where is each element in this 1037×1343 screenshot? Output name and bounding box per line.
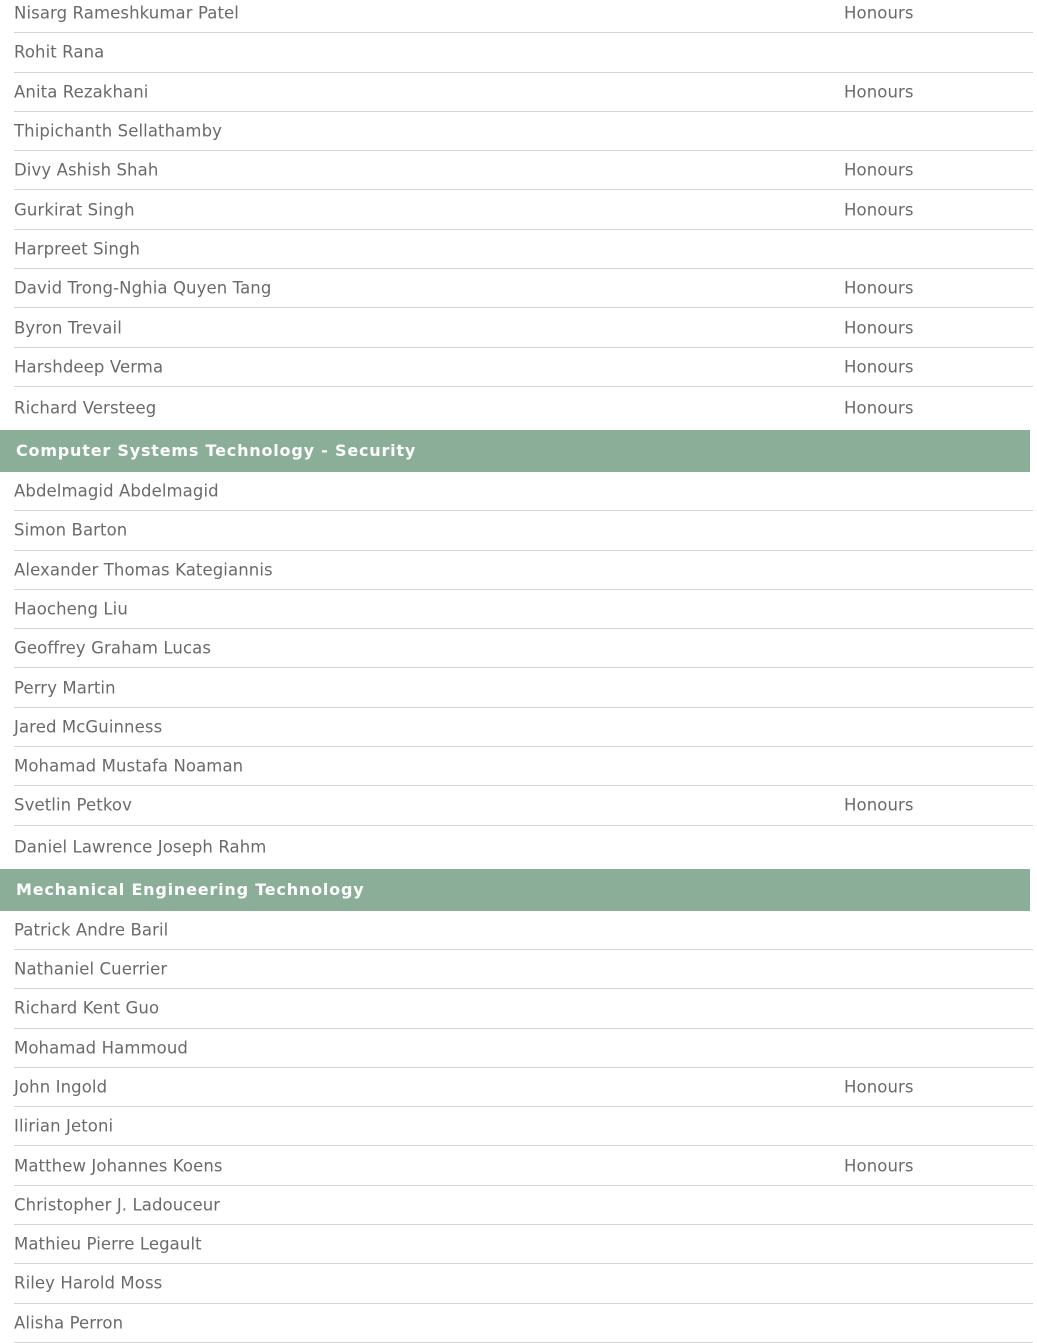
graduate-name: Jared McGuinness bbox=[14, 717, 163, 737]
graduate-name: Harshdeep Verma bbox=[14, 357, 164, 377]
program-group bbox=[0, 0, 1037, 430]
honours-label: Honours bbox=[844, 82, 914, 102]
graduate-name: Alexander Thomas Kategiannis bbox=[14, 560, 273, 580]
graduate-name: Riley Harold Moss bbox=[14, 1273, 163, 1293]
graduate-row bbox=[14, 590, 1033, 629]
graduate-name: Thipichanth Sellathamby bbox=[14, 121, 223, 141]
graduate-name: Mathieu Pierre Legault bbox=[14, 1234, 202, 1254]
graduate-name: Abdelmagid Abdelmagid bbox=[14, 481, 219, 501]
graduate-row bbox=[14, 826, 1033, 869]
graduate-name: Richard Kent Guo bbox=[14, 998, 160, 1018]
graduate-name: Divy Ashish Shah bbox=[14, 160, 159, 180]
graduate-name: Christopher J. Ladouceur bbox=[14, 1195, 221, 1215]
honours-label: Honours bbox=[844, 1077, 914, 1097]
graduate-row bbox=[14, 1107, 1033, 1146]
graduate-row bbox=[14, 308, 1033, 347]
graduate-row bbox=[14, 230, 1033, 269]
graduate-row bbox=[14, 387, 1033, 430]
graduate-row bbox=[14, 1029, 1033, 1068]
graduate-row bbox=[14, 629, 1033, 668]
graduate-name: Ilirian Jetoni bbox=[14, 1116, 114, 1136]
graduate-row bbox=[14, 348, 1033, 387]
graduate-row bbox=[14, 190, 1033, 229]
graduate-row bbox=[14, 1186, 1033, 1225]
graduate-row bbox=[14, 0, 1033, 33]
graduate-name: Rohit Rana bbox=[14, 42, 105, 62]
graduate-name: Nisarg Rameshkumar Patel bbox=[14, 3, 239, 23]
graduate-name: Gurkirat Singh bbox=[14, 200, 135, 220]
honours-label: Honours bbox=[844, 160, 914, 180]
program-group bbox=[0, 869, 1037, 1343]
graduate-name: Daniel Lawrence Joseph Rahm bbox=[14, 837, 267, 857]
program-title: Mechanical Engineering Technology bbox=[16, 880, 365, 900]
graduate-name: Byron Trevail bbox=[14, 318, 122, 338]
graduate-name: Harpreet Singh bbox=[14, 239, 141, 259]
graduate-name: Anita Rezakhani bbox=[14, 82, 149, 102]
graduate-row bbox=[14, 511, 1033, 550]
graduate-name: Simon Barton bbox=[14, 520, 128, 540]
graduate-row bbox=[14, 1264, 1033, 1303]
graduate-name: Nathaniel Cuerrier bbox=[14, 959, 168, 979]
honours-label: Honours bbox=[844, 357, 914, 377]
honours-label: Honours bbox=[844, 318, 914, 338]
graduate-name: Matthew Johannes Koens bbox=[14, 1156, 223, 1176]
honours-label: Honours bbox=[844, 795, 914, 815]
graduate-row bbox=[14, 1068, 1033, 1107]
graduate-name: David Trong-Nghia Quyen Tang bbox=[14, 278, 272, 298]
graduate-name: Alisha Perron bbox=[14, 1313, 124, 1333]
graduate-row bbox=[14, 1225, 1033, 1264]
honours-label: Honours bbox=[844, 200, 914, 220]
graduate-name: Patrick Andre Baril bbox=[14, 920, 169, 940]
graduate-row bbox=[14, 112, 1033, 151]
graduate-name: Mohamad Mustafa Noaman bbox=[14, 756, 244, 776]
program-header bbox=[0, 430, 1030, 472]
graduate-row bbox=[14, 989, 1033, 1028]
program-group bbox=[0, 430, 1037, 869]
program-title: Computer Systems Technology - Security bbox=[16, 441, 417, 461]
graduate-name: Svetlin Petkov bbox=[14, 795, 132, 815]
graduate-row bbox=[14, 668, 1033, 707]
graduate-row bbox=[14, 33, 1033, 72]
graduate-row bbox=[14, 911, 1033, 950]
graduate-row bbox=[14, 551, 1033, 590]
graduate-row bbox=[14, 151, 1033, 190]
graduate-row bbox=[14, 1146, 1033, 1185]
graduate-name: Geoffrey Graham Lucas bbox=[14, 638, 212, 658]
graduate-row bbox=[14, 1304, 1033, 1343]
graduate-name: Perry Martin bbox=[14, 678, 116, 698]
graduate-row bbox=[14, 950, 1033, 989]
graduate-row bbox=[14, 786, 1033, 825]
honours-label: Honours bbox=[844, 398, 914, 418]
graduate-name: Mohamad Hammoud bbox=[14, 1038, 188, 1058]
honours-label: Honours bbox=[844, 1156, 914, 1176]
graduate-name: Haocheng Liu bbox=[14, 599, 128, 619]
graduate-row bbox=[14, 747, 1033, 786]
honours-label: Honours bbox=[844, 3, 914, 23]
program-header bbox=[0, 869, 1030, 911]
graduate-row bbox=[14, 472, 1033, 511]
graduate-name: Richard Versteeg bbox=[14, 398, 157, 418]
graduate-name: John Ingold bbox=[14, 1077, 108, 1097]
graduate-row bbox=[14, 708, 1033, 747]
honours-label: Honours bbox=[844, 278, 914, 298]
graduate-row bbox=[14, 269, 1033, 308]
graduate-row bbox=[14, 73, 1033, 112]
